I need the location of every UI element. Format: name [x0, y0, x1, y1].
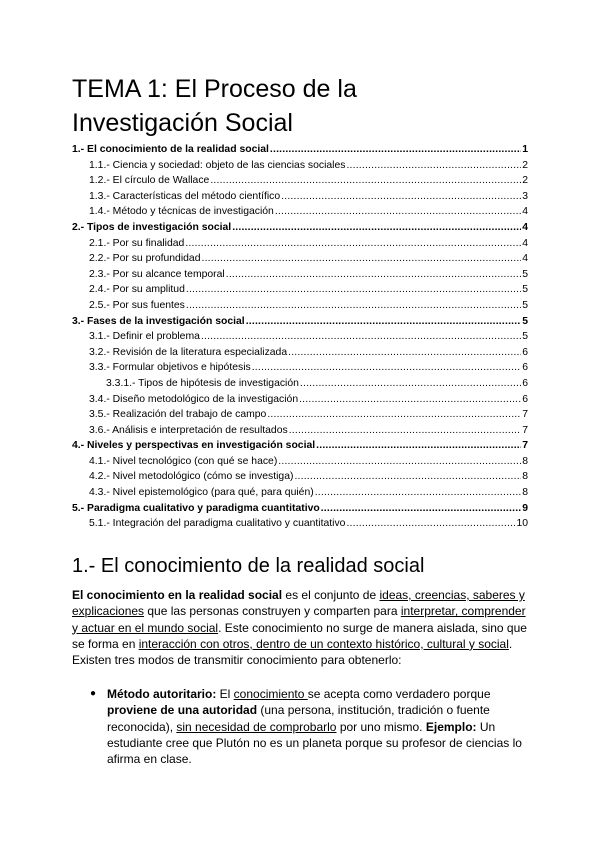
toc-leader-dots [270, 144, 521, 155]
toc-entry-title: 4.- Niveles y perspectivas en investigación social [72, 440, 316, 452]
toc-entry[interactable] [72, 409, 528, 425]
toc-entry[interactable] [72, 503, 528, 519]
toc-leader-dots [294, 471, 521, 482]
toc-entry[interactable] [72, 394, 528, 410]
toc-leader-dots [346, 518, 515, 529]
paragraph-bold-term: El conocimiento en la realidad social [72, 588, 283, 602]
toc-entry[interactable] [72, 316, 528, 332]
toc-page-number: 6 [522, 346, 528, 358]
toc-leader-dots [278, 456, 521, 467]
toc-entry-title: 1.- El conocimiento de la realidad social [72, 144, 269, 155]
bullet-bold: Ejemplo: [425, 719, 477, 734]
bullet-dot-icon: ● [90, 688, 97, 699]
toc-leader-dots [186, 300, 521, 311]
toc-leader-dots [281, 191, 521, 202]
toc-entry-title: 1.1.- Ciencia y sociedad: objeto de las ciencias sociales [89, 159, 346, 171]
toc-page-number: 3 [522, 190, 528, 202]
document-title [72, 72, 357, 140]
toc-entry-title: 2.2.- Por su profundidad [89, 253, 201, 265]
bullet-item [90, 686, 530, 767]
toc-page-number: 10 [516, 518, 528, 530]
toc-entry-title: 1.2.- El círculo de Wallace [89, 175, 210, 187]
table-of-contents [72, 144, 528, 534]
toc-leader-dots [275, 206, 521, 217]
toc-entry[interactable] [72, 471, 528, 487]
toc-leader-dots [201, 331, 521, 342]
toc-entry[interactable] [72, 362, 528, 378]
toc-entry-title: 1.4.- Método y técnicas de investigación [89, 206, 274, 218]
toc-page-number: 8 [522, 487, 528, 499]
section-heading: 1.- El conocimiento de la realidad social [72, 555, 425, 577]
toc-page-number: 6 [522, 377, 528, 389]
bullet-bold: proviene de una autoridad [107, 703, 258, 718]
toc-leader-dots [289, 425, 522, 436]
toc-page-number: 8 [522, 471, 528, 483]
toc-entry[interactable] [72, 284, 528, 300]
toc-leader-dots [185, 238, 521, 249]
toc-leader-dots [267, 409, 521, 420]
title-line-2: Investigación Social [72, 109, 293, 137]
toc-page-number: 5 [522, 331, 528, 343]
toc-page-number: 5 [522, 268, 528, 280]
toc-entry[interactable] [72, 160, 528, 176]
toc-entry-title: 3.2.- Revisión de la literatura especializada [89, 346, 288, 358]
toc-leader-dots [210, 175, 521, 186]
toc-entry-title: 3.5.- Realización del trabajo de campo [89, 409, 267, 421]
toc-entry-title: 3.- Fases de la investigación social [72, 315, 245, 327]
toc-leader-dots [232, 222, 521, 233]
paragraph-underlined: interacción con otros, dentro de un contexto histórico, cultural y social [138, 636, 509, 651]
paragraph-underlined: ideas, creencias, saberes y explicaciones [72, 588, 525, 619]
bullet-part: El [216, 687, 234, 701]
toc-entry[interactable] [72, 425, 528, 441]
toc-entry[interactable] [72, 331, 528, 347]
paragraph-text: . Existen tres modos de transmitir conocimiento para obtenerlo: [72, 636, 513, 668]
toc-page-number: 6 [522, 362, 528, 374]
bullet-text [107, 686, 530, 767]
toc-leader-dots [300, 378, 521, 389]
toc-entry-title: 5.- Paradigma cualitativo y paradigma cuantitativo [72, 502, 320, 514]
toc-leader-dots [288, 347, 521, 358]
toc-entry[interactable] [72, 253, 528, 269]
toc-leader-dots [315, 487, 522, 498]
paragraph-underlined: interpretar, comprender y actuar en el mundo social [72, 604, 526, 635]
toc-leader-dots [346, 160, 521, 171]
toc-entry[interactable] [72, 378, 528, 394]
toc-entry-title: 3.1.- Definir el problema [89, 331, 200, 343]
toc-entry[interactable] [72, 222, 528, 238]
toc-entry[interactable] [72, 206, 528, 222]
toc-entry-title: 2.1.- Por su finalidad [89, 237, 185, 249]
toc-entry-title: 4.3.- Nivel epistemológico (para qué, para quién) [89, 487, 314, 499]
toc-page-number: 5 [522, 284, 528, 296]
title-line-1: TEMA 1: El Proceso de la [72, 75, 357, 103]
toc-page-number: 8 [522, 455, 528, 467]
toc-page-number: 5 [522, 299, 528, 311]
toc-page-number: 9 [522, 502, 528, 514]
toc-page-number: 4 [522, 221, 528, 233]
toc-entry-title: 2.3.- Por su alcance temporal [89, 268, 225, 280]
toc-entry-title: 3.3.- Formular objetivos e hipótesis [89, 362, 251, 374]
toc-entry[interactable] [72, 144, 528, 160]
toc-page-number: 1 [522, 144, 528, 155]
bullet-part: Un estudiante cree que Plutón no es un planeta porque su profesor de ciencias lo afirma en clase. [107, 719, 522, 767]
toc-leader-dots [201, 253, 521, 264]
toc-entry-title: 3.3.1.- Tipos de hipótesis de investigación [106, 377, 299, 389]
paragraph-text: . Este conocimiento no surge de manera aislada, sino que se forma en [72, 620, 527, 651]
toc-page-number: 5 [522, 315, 528, 327]
toc-leader-dots [246, 316, 522, 327]
toc-entry[interactable] [72, 238, 528, 254]
toc-entry[interactable] [72, 347, 528, 363]
paragraph-text: es el conjunto de [282, 588, 380, 602]
toc-leader-dots [186, 284, 521, 295]
toc-page-number: 7 [522, 424, 528, 436]
bullet-part: por uno mismo. [336, 719, 426, 734]
bullet-part: se acepta como verdadero porque [307, 687, 491, 701]
toc-entry-title: 4.2.- Nivel metodológico (cómo se investiga) [89, 471, 294, 483]
toc-leader-dots [252, 362, 522, 373]
toc-entry-title: 5.1.- Integración del paradigma cualitativo y cuantitativo [89, 518, 346, 530]
toc-page-number: 6 [522, 393, 528, 405]
toc-entry[interactable] [72, 191, 528, 207]
toc-page-number: 2 [522, 175, 528, 187]
toc-page-number: 4 [522, 206, 528, 218]
toc-entry[interactable] [72, 300, 528, 316]
toc-entry[interactable] [72, 456, 528, 472]
toc-page-number: 7 [522, 440, 528, 452]
toc-entry[interactable] [72, 487, 528, 503]
bullet-part: (una persona, institución, tradición o fuente reconocida), [107, 703, 490, 734]
bullet-underlined: sin necesidad de comprobarlo [176, 719, 337, 734]
toc-page-number: 4 [522, 253, 528, 265]
toc-entry-title: 2.4.- Por su amplitud [89, 284, 185, 296]
toc-leader-dots [321, 503, 522, 514]
toc-entry-title: 2.- Tipos de investigación social [72, 221, 232, 233]
toc-entry[interactable] [72, 269, 528, 285]
toc-page-number: 7 [522, 409, 528, 421]
toc-entry-title: 4.1.- Nivel tecnológico (con qué se hace) [89, 455, 278, 467]
toc-page-number: 4 [522, 237, 528, 249]
toc-entry-title: 1.3.- Características del método científico [89, 190, 281, 202]
toc-entry-title: 2.5.- Por sus fuentes [89, 299, 185, 311]
toc-leader-dots [226, 269, 521, 280]
toc-page-number: 2 [522, 159, 528, 171]
intro-paragraph [72, 587, 530, 668]
toc-leader-dots [299, 394, 521, 405]
toc-entry-title: 3.4.- Diseño metodológico de la investigación [89, 393, 299, 405]
toc-leader-dots [316, 440, 521, 451]
paragraph-text: que las personas construyen y comparten para [144, 604, 401, 619]
toc-entry-title: 3.6.- Análisis e interpretación de resultados [89, 424, 288, 436]
bullet-bold: Método autoritario: [107, 687, 217, 701]
toc-entry[interactable] [72, 440, 528, 456]
toc-entry[interactable] [72, 175, 528, 191]
toc-entry[interactable] [72, 518, 528, 534]
bullet-underlined: conocimiento [233, 687, 308, 701]
